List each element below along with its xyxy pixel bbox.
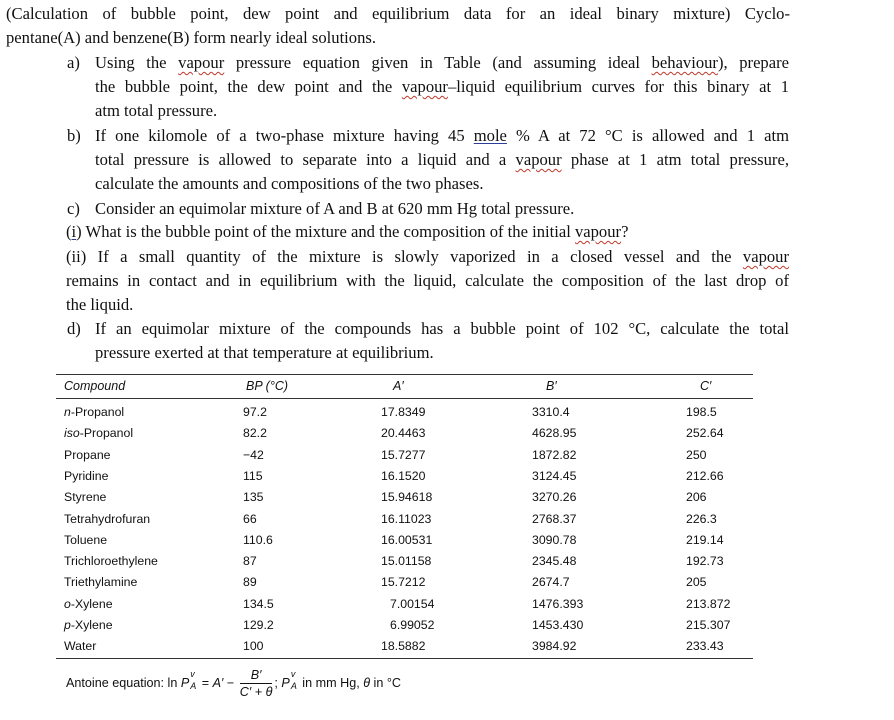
- cell-a: 16.1520: [381, 468, 426, 483]
- cell-b: 3270.26: [532, 490, 577, 505]
- header-b: B′: [546, 379, 557, 393]
- cell-compound: Pyridine: [64, 468, 109, 483]
- item-c-i: (i) What is the bubble point of the mixture and the composition of the initial vapour?: [66, 222, 629, 241]
- cell-compound: Triethylamine: [64, 575, 138, 590]
- cell-compound: n-Propanol: [64, 405, 125, 419]
- cell-a: 20.4463: [381, 426, 426, 441]
- item-a-line-2: the bubble point, the dew point and the vapour–liquid equilibrium curves for this binary at 1: [95, 77, 790, 96]
- item-b-line-3: calculate the amounts and compositions of the two phases.: [95, 174, 484, 193]
- spell-mark: vapour: [401, 77, 448, 96]
- table-header-rule: [56, 398, 753, 399]
- fraction: $\frac{B'}{C' + \theta}$: [239, 668, 273, 699]
- cell-compound: p-Xylene: [64, 618, 113, 632]
- item-c-label: c): [67, 199, 80, 218]
- cell-compound: iso-Propanol: [64, 426, 134, 441]
- item-a-label: a): [67, 53, 80, 72]
- item-d-line-2: pressure exerted at that temperature at equilibrium.: [95, 343, 434, 362]
- cell-b: 1453.430: [532, 618, 584, 632]
- item-c-ii-line-3: the liquid.: [66, 295, 134, 314]
- cell-compound: Styrene: [64, 490, 107, 505]
- cell-compound: Tetrahydrofuran: [64, 511, 151, 526]
- cell-a: 15.7277: [381, 447, 426, 462]
- cell-c: 250: [686, 447, 707, 462]
- cell-compound: Toluene: [64, 532, 108, 547]
- header-a: A′: [393, 379, 404, 393]
- cell-bp: 110.6: [243, 532, 273, 547]
- cell-bp: 97.2: [243, 405, 267, 419]
- cell-bp: 66: [243, 511, 257, 526]
- intro-line-2: pentane(A) and benzene(B) form nearly ideal solutions.: [6, 28, 376, 47]
- cell-b: 3090.78: [532, 532, 577, 547]
- cell-c: 206: [686, 490, 707, 505]
- item-a-line-1: Using the vapour pressure equation given in Table (and assuming ideal behaviour), prepare: [95, 53, 789, 72]
- spell-mark: vapour: [574, 222, 622, 241]
- cell-b: 1476.393: [532, 596, 584, 611]
- cell-b: 3984.92: [532, 639, 577, 654]
- cell-c: 205: [686, 575, 707, 590]
- cell-c: 213.872: [686, 596, 731, 611]
- cell-bp: 129.2: [243, 618, 274, 632]
- cell-c: 212.66: [686, 468, 724, 483]
- cell-c: 215.307: [686, 618, 731, 632]
- cell-b: 3124.45: [532, 468, 577, 483]
- spell-mark: vapour: [515, 150, 562, 169]
- spell-mark: behaviour: [651, 53, 718, 72]
- cell-c: 233.43: [686, 639, 724, 654]
- cell-a: 15.01158: [381, 554, 432, 569]
- cell-a: 6.99052: [390, 618, 435, 632]
- cell-b: 2768.37: [532, 511, 577, 526]
- cell-bp: 82.2: [243, 426, 267, 441]
- cell-bp: 115: [243, 468, 263, 483]
- cell-bp: 100: [243, 639, 264, 654]
- cell-c: 252.64: [686, 426, 724, 441]
- intro-line-1: (Calculation of bubble point, dew point and equilibrium data for an ideal binary mixture) Cyclo-: [6, 4, 790, 23]
- item-c-ii-line-1: (ii) If a small quantity of the mixture is slowly vaporized in a closed vessel and the vapour: [66, 247, 790, 266]
- cell-bp: 89: [243, 575, 257, 590]
- cell-compound: Water: [64, 639, 97, 654]
- cell-b: 3310.4: [532, 405, 570, 419]
- header-c: C′: [700, 379, 712, 393]
- spell-mark: vapour: [742, 247, 790, 266]
- cell-compound: o-Xylene: [64, 596, 113, 611]
- cell-compound: Trichloroethylene: [64, 554, 158, 569]
- item-b-line-2: total pressure is allowed to separate into a liquid and a vapour phase at 1 atm total pressure,: [95, 150, 789, 169]
- cell-a: 16.00531: [381, 532, 433, 547]
- cell-bp: 135: [243, 490, 264, 505]
- cell-c: 219.14: [686, 532, 724, 547]
- header-compound: Compound: [64, 379, 126, 393]
- item-c-ii-line-2: remains in contact and in equilibrium with the liquid, calculate the composition of the last drop of: [66, 271, 789, 290]
- cell-bp: −42: [243, 447, 264, 462]
- underlined-word: mole: [473, 126, 507, 145]
- cell-bp: 87: [243, 554, 257, 569]
- cell-a: 16.11023: [381, 511, 432, 526]
- cell-compound: Propane: [64, 447, 111, 462]
- item-b-label: b): [67, 126, 81, 145]
- cell-c: 198.5: [686, 405, 717, 419]
- item-d-line-1: If an equimolar mixture of the compounds has a bubble point of 102 °C, calculate the total: [95, 319, 789, 338]
- cell-a: 7.00154: [390, 596, 435, 611]
- cell-b: 4628.95: [532, 426, 577, 441]
- table-top-rule: [56, 374, 753, 375]
- cell-a: 15.94618: [381, 490, 433, 505]
- cell-a: 15.7212: [381, 575, 426, 590]
- cell-b: 2674.7: [532, 575, 570, 590]
- cell-bp: 134.5: [243, 596, 274, 611]
- antoine-equation: Antoine equation: ln P v A = A′ − $\frac{B'}{C' + \theta}$ ; P v A in mm Hg, θ in °C: [66, 668, 401, 699]
- cell-a: 17.8349: [381, 405, 426, 419]
- cell-b: 2345.48: [532, 554, 577, 569]
- item-d-label: d): [67, 319, 81, 338]
- item-a-line-3: atm total pressure.: [95, 101, 218, 120]
- item-c-line-1: Consider an equimolar mixture of A and B at 620 mm Hg total pressure.: [95, 199, 575, 218]
- spell-mark: vapour: [178, 53, 225, 72]
- cell-b: 1872.82: [532, 447, 577, 462]
- cell-a: 18.5882: [381, 639, 426, 654]
- table-bottom-rule: [56, 658, 753, 659]
- cell-c: 192.73: [686, 554, 724, 569]
- cell-c: 226.3: [686, 511, 717, 526]
- header-bp: BP (°C): [246, 379, 289, 393]
- item-b-line-1: If one kilomole of a two-phase mixture having 45 mole % A at 72 °C is allowed and 1 atm: [95, 126, 789, 145]
